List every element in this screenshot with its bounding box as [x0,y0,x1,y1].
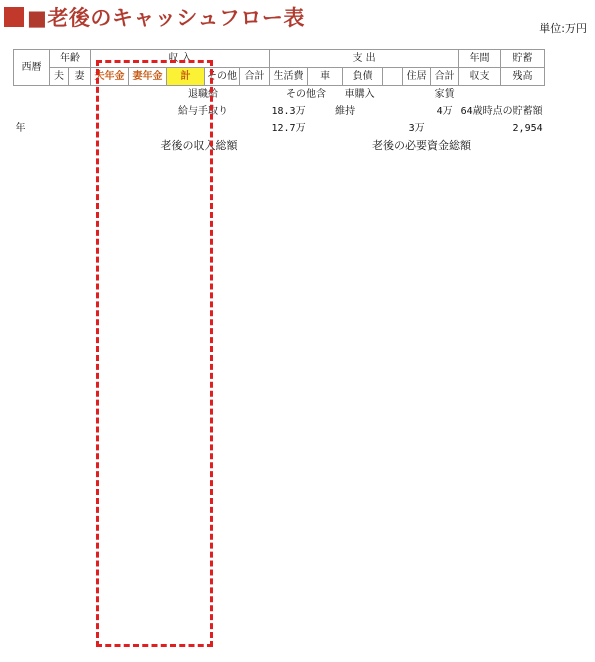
note-savings-at: 64歳時点の貯蓄額 [460,105,543,117]
note-salary: 給与手取り [178,105,228,117]
header-income: 収 入 [91,50,270,68]
note-rent-amount-2: 3万 [408,122,425,134]
header-income-total: 合計 [240,68,270,86]
note-retire-pay: 退職給 [188,88,218,100]
note-other-car: その他含 [286,88,327,100]
income-total-label: 老後の収入総額 [160,138,238,152]
header-living: 生活費 [270,68,308,86]
need-total-label: 老後の必要資金総額 [372,138,471,152]
header-other-income: その他 [205,68,240,86]
title-square-icon [4,7,24,27]
cash-flow-table [13,49,545,171]
header-wife: 妻 [69,68,91,86]
header-husband-pension: 夫年金 [91,68,129,86]
header-debt: 負債 [343,68,383,86]
note-rent-amount-1: 4万 [436,105,453,117]
note-start-savings: 2,954 [512,122,543,134]
note-car-buy: 車購入 [344,88,375,100]
header-year: 西暦 [14,50,50,86]
header-expense: 支 出 [270,50,459,68]
header-balance: 収支 [459,68,501,86]
note-living-amount-2: 12.7万 [271,122,306,134]
header-wife-pension: 妻年金 [129,68,167,86]
header-husband: 夫 [50,68,69,86]
header-expense-total: 合計 [431,68,459,86]
header-savings-2: 残高 [500,68,544,86]
header-savings: 貯蓄 [500,50,544,68]
header-car: 車 [308,68,343,86]
note-year-label: 年 [15,122,26,134]
page-title: ■老後のキャッシュフロー表 [4,2,305,32]
note-maintain: 維持 [335,105,356,117]
note-living-amount-1: 18.3万 [271,105,306,117]
unit-label: 単位:万円 [539,22,587,35]
header-age: 年齢 [50,50,91,68]
header-housing: 住居 [403,68,431,86]
header-pension-subtotal: 計 [167,68,205,86]
note-rent: 家賃 [434,88,455,100]
header-annual: 年間 [459,50,501,68]
